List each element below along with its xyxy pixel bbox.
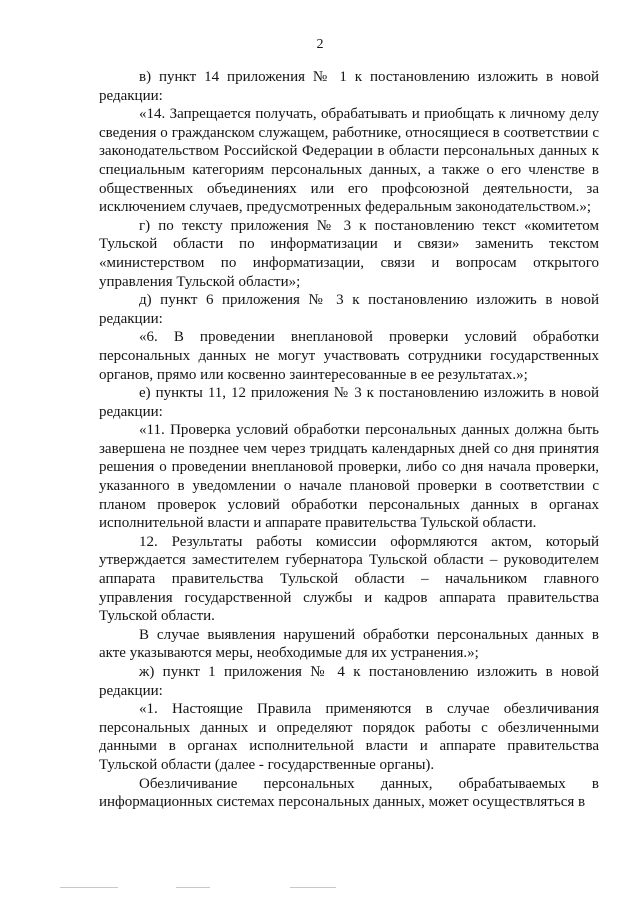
paragraph-item-v: в) пункт 14 приложения № 1 к постановлению изложить в новой редакции: [99,69,599,104]
paragraph-anonymization: Обезличивание персональных данных, обрабатываемых в информационных системах персональных данных, может осуществляться в [99,775,599,811]
paragraph-quote-14: «14. Запрещается получать, обрабатывать и приобщать к личному делу сведения о гражданском служащем, работнике, относящиеся в соответствии с законодательством Российской Федерации в области персональных данных к специальным категориям персональных данных, а также о его членстве в общественных объединениях или его профсоюзной деятельности, за исключением случаев, предусмотренных федеральным законодательством.»; [99,106,599,216]
paragraph-item-zh: ж) пункт 1 приложения № 4 к постановлению изложить в новой редакции: [99,664,599,699]
paragraph-quote-1: «1. Настоящие Правила применяются в случае обезличивания персональных данных и определяют порядок работы с обезличенными данными в органах исполнительной власти и аппарате правительства Тульской области (далее - государственные органы). [99,701,599,773]
scan-artifact [290,887,336,888]
paragraph-quote-11: «11. Проверка условий обработки персональных данных должна быть завершена не позднее чем через тридцать календарных дней со дня принятия решения о проведении внеплановой проверки, либо со дня начала проверки, указанного в уведомлении о начале плановой проверки в соответствии с планом проверок условий обработки персональных данных в органах исполнительной власти и аппарате правительства Тульской области. [99,422,599,532]
paragraph-item-d: д) пункт 6 приложения № 3 к постановлению изложить в новой редакции: [99,292,599,327]
paragraph-violations: В случае выявления нарушений обработки персональных данных в акте указываются меры, необходимые для их устранения.»; [99,626,599,662]
paragraph-point-12: 12. Результаты работы комиссии оформляются актом, который утверждается заместителем губернатора Тульской области – руководителем аппарата правительства Тульской области – начальником главного управления государственной службы и кадров аппарата правительства Тульской области. [99,533,599,625]
page-number: 2 [316,37,324,52]
scan-artifact [176,887,210,888]
paragraph-quote-6: «6. В проведении внеплановой проверки условий обработки персональных данных не могут участвовать сотрудники государственных органов, прямо или косвенно заинтересованные в ее результатах.»; [99,329,599,383]
document-body [99,68,599,812]
paragraph-item-g: г) по тексту приложения № 3 к постановлению текст «комитетом Тульской области по информатизации и связи» заменить текстом «министерством по информатизации, связи и вопросам открытого управления Тульской области»; [99,217,599,290]
scan-artifact [60,887,118,888]
paragraph-item-e: е) пункты 11, 12 приложения № 3 к постановлению изложить в новой редакции: [99,385,599,420]
